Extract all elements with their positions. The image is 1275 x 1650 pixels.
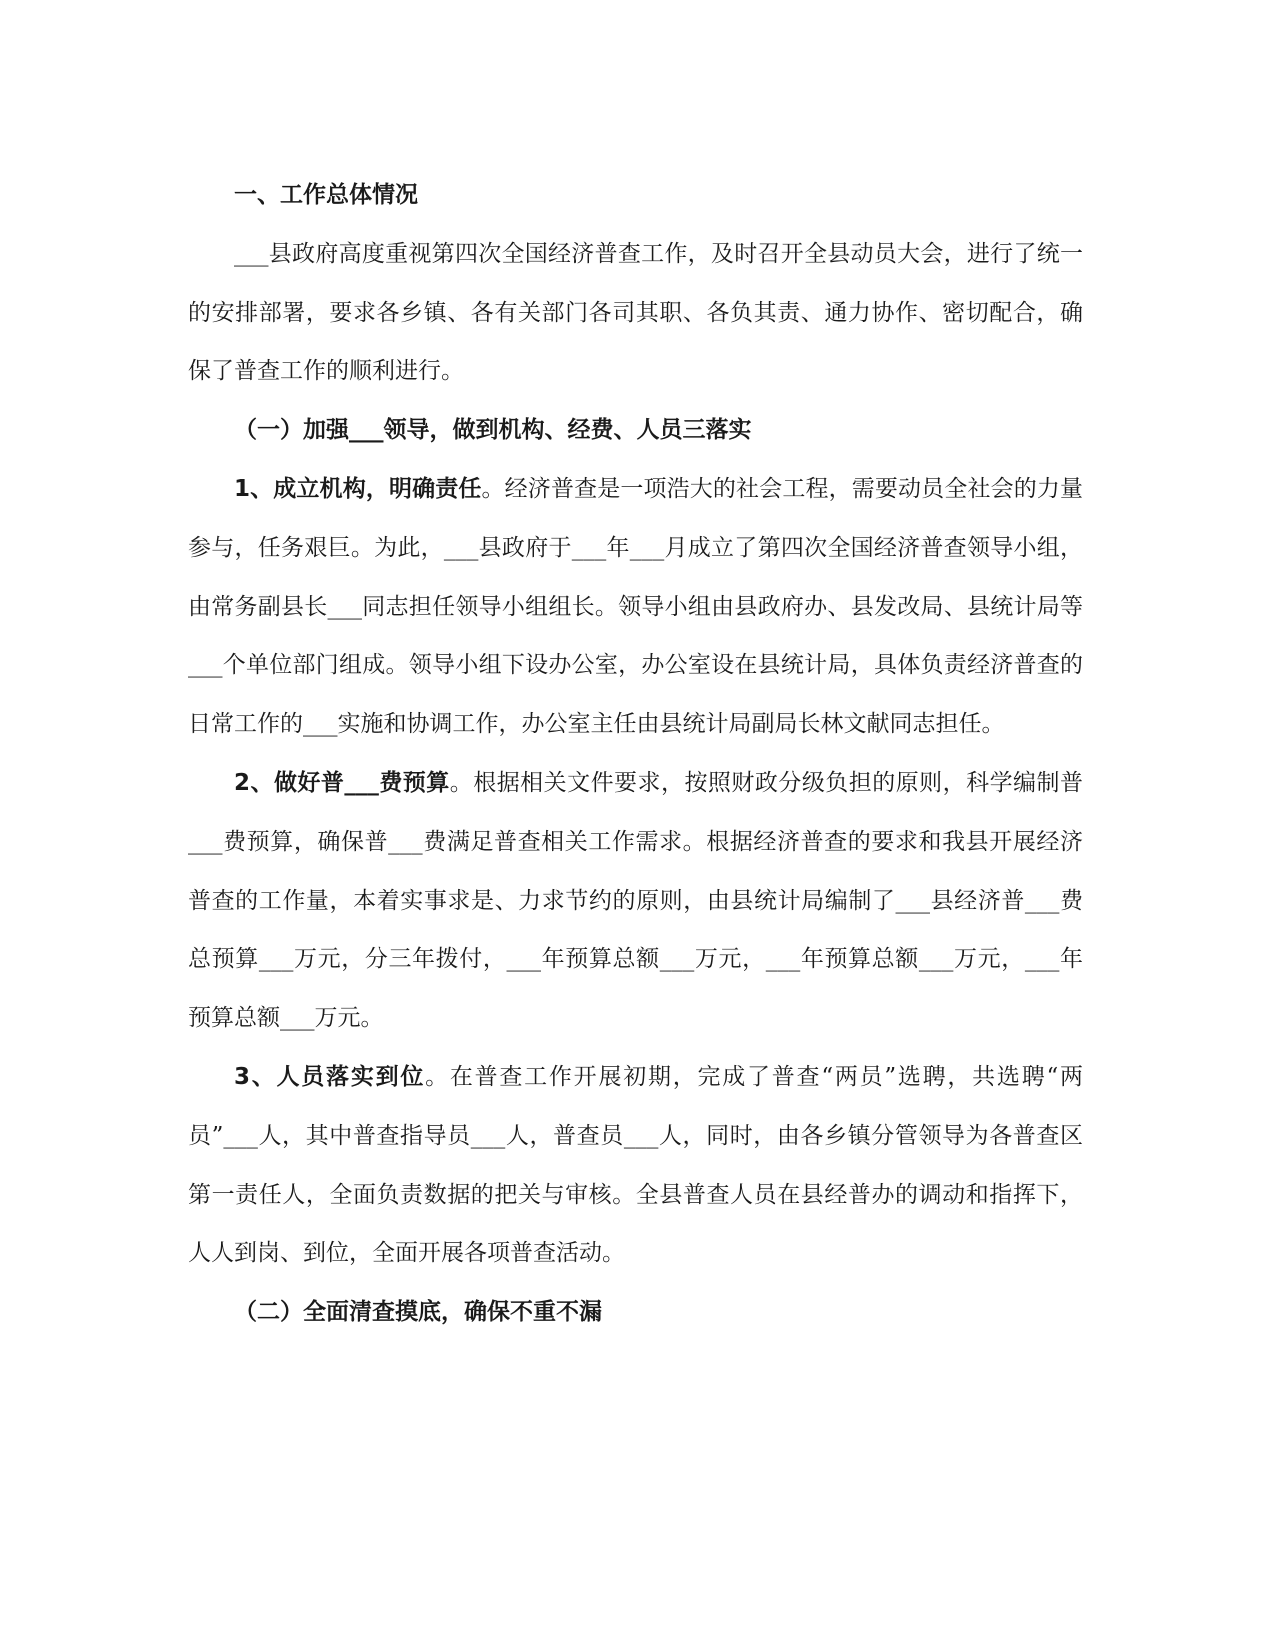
document-body [188, 166, 1083, 1342]
intro-paragraph: ___县政府高度重视第四次全国经济普查工作，及时召开全县动员大会，进行了统一的安排部署，要求各乡镇、各有关部门各司其职、各负其责、通力协作、密切配合，确保了普查工作的顺利进行。 [188, 240, 1083, 385]
item-2-text: 。根据相关文件要求，按照财政分级负担的原则，科学编制普___费预算，确保普___费满足普查相关工作需求。根据经济普查的要求和我县开展经济普查的工作量，本着实事求是、力求节约的原则，由县统计局编制了___县经济普___费总预算___万元，分三年拨付，___年预算总额___万元，___年预算总额___万元，___年预算总额___万元。 [188, 769, 1083, 1032]
item-1-paragraph [188, 460, 1083, 754]
section-2-title: （二）全面清查摸底，确保不重不漏 [234, 1299, 602, 1326]
section-1-title: （一）加强___领导，做到机构、经费、人员三落实 [234, 417, 752, 444]
item-2-paragraph [188, 754, 1083, 1048]
item-2-lead: 2、做好普___费预算 [234, 769, 450, 796]
item-3-text: 。在普查工作开展初期，完成了普查“两员”选聘，共选聘“两员”___人，其中普查指导员___人，普查员___人，同时，由各乡镇分管领导为各普查区第一责任人，全面负责数据的把关与审核。全县普查人员在县经普办的调动和指挥下，人人到岗、到位，全面开展各项普查活动。 [188, 1063, 1083, 1267]
item-1-text: 。经济普查是一项浩大的社会工程，需要动员全社会的力量参与，任务艰巨。为此，___县政府于___年___月成立了第四次全国经济普查领导小组，由常务副县长___同志担任领导小组组长。领导小组由县政府办、县发改局、县统计局等___个单位部门组成。领导小组下设办公室，办公室设在县统计局，具体负责经济普查的日常工作的___实施和协调工作，办公室主任由县统计局副局长林文献同志担任。 [188, 475, 1083, 738]
heading-general-situation: 一、工作总体情况 [234, 182, 418, 208]
item-1-lead: 1、成立机构，明确责任 [234, 475, 482, 502]
item-3-paragraph [188, 1048, 1083, 1283]
item-3-lead: 3、人员落实到位 [234, 1063, 426, 1090]
